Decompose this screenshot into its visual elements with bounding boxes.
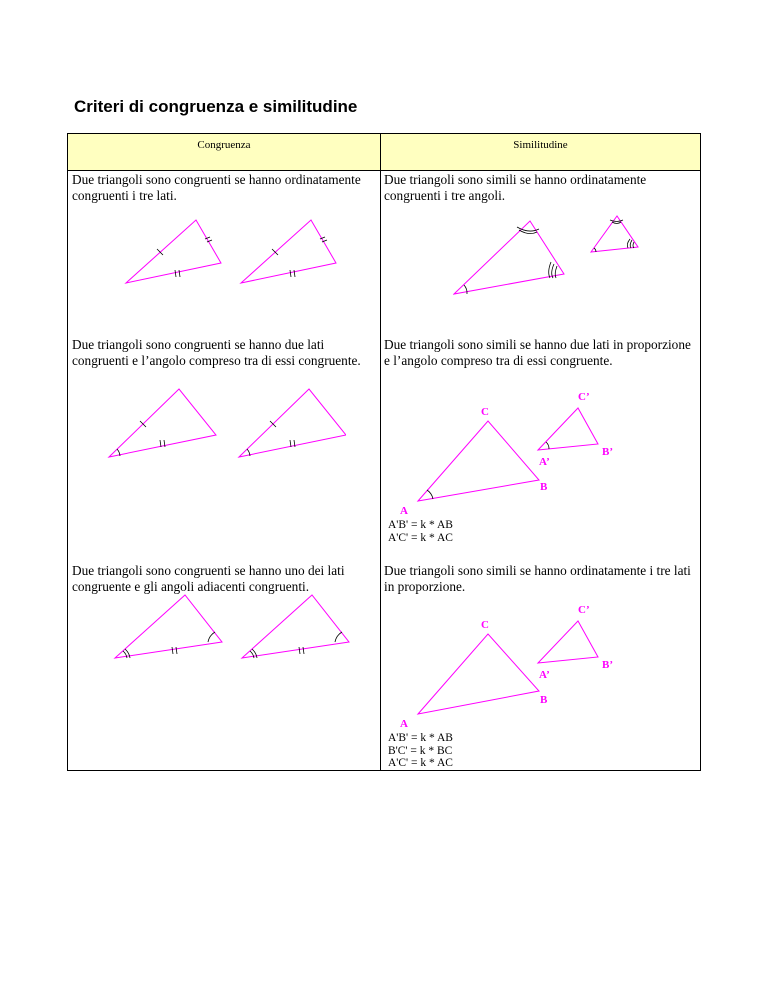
page-title: Criteri di congruenza e similitudine bbox=[74, 97, 358, 116]
row3-left-text: Due triangoli sono congruenti se hanno uno dei lati congruente e gli angoli adiacenti congruenti. bbox=[72, 563, 345, 594]
formula-ac: A'C' = k * AC bbox=[388, 757, 453, 769]
row2-right-cell bbox=[384, 337, 696, 368]
column-divider bbox=[380, 134, 381, 770]
row1-right-text: Due triangoli sono simili se hanno ordinatamente congruenti i tre angoli. bbox=[384, 172, 647, 203]
row3-right-text: Due triangoli sono simili se hanno ordinatamente i tre lati in proporzione. bbox=[384, 563, 691, 594]
row1-right-cell bbox=[384, 172, 696, 203]
header-similitudine: Similitudine bbox=[513, 139, 568, 151]
aaa-similar-triangles bbox=[453, 214, 653, 299]
label-b-prime: B’ bbox=[602, 659, 613, 671]
label-b: B bbox=[540, 694, 548, 706]
row2-right-text: Due triangoli sono simili se hanno due lati in proporzione e l’angolo compreso tra di essi congruente. bbox=[384, 337, 691, 368]
row2-formulas bbox=[388, 519, 453, 544]
header-congruenza: Congruenza bbox=[197, 139, 251, 151]
criteria-table bbox=[67, 133, 701, 771]
label-a-prime: A’ bbox=[539, 456, 550, 468]
row3-left-cell bbox=[72, 563, 372, 594]
sss-congruent-triangles bbox=[116, 217, 346, 295]
row1-left-cell bbox=[72, 172, 372, 203]
label-c-prime: C’ bbox=[578, 391, 590, 403]
label-c: C bbox=[481, 619, 489, 631]
label-b-prime: B’ bbox=[602, 446, 613, 458]
formula-bc: B'C' = k * BC bbox=[388, 744, 453, 757]
row3-right-cell bbox=[384, 563, 696, 594]
row1-left-text: Due triangoli sono congruenti se hanno ordinatamente congruenti i tre lati. bbox=[72, 172, 361, 203]
formula-ac: A'C' = k * AC bbox=[388, 531, 453, 544]
row2-left-cell bbox=[72, 337, 372, 368]
label-b: B bbox=[540, 481, 548, 493]
label-a: A bbox=[400, 718, 408, 729]
formula-ab: A'B' = k * AB bbox=[388, 519, 453, 531]
asa-congruent-triangles bbox=[112, 592, 352, 664]
label-a-prime: A’ bbox=[539, 669, 550, 681]
label-c-prime: C’ bbox=[578, 604, 590, 616]
label-a: A bbox=[400, 505, 408, 516]
sss-similar-triangles bbox=[398, 599, 628, 729]
sas-congruent-triangles bbox=[106, 386, 346, 464]
label-c: C bbox=[481, 406, 489, 418]
formula-ab: A'B' = k * AB bbox=[388, 732, 453, 744]
row2-left-text: Due triangoli sono congruenti se hanno due lati congruenti e l’angolo compreso tra di essi congruente. bbox=[72, 337, 361, 368]
sas-similar-triangles bbox=[398, 386, 628, 516]
row3-formulas bbox=[388, 732, 453, 770]
table-header bbox=[68, 134, 700, 171]
